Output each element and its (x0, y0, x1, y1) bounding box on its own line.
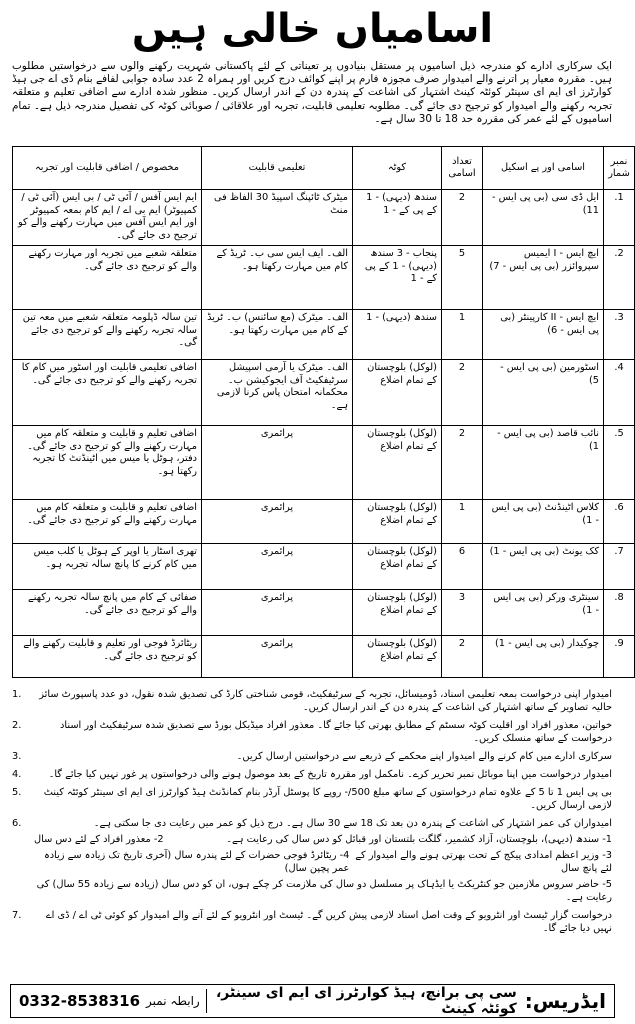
header-quota: کوٹہ (353, 147, 442, 190)
note-text: امیدوار درخواست میں اپنا موبائل نمبر تحریر کرے۔ نامکمل اور مقررہ تاریخ کے بعد موصول ہونے والی درخواستوں پر غور نہیں کیا جائے گا۔ (48, 769, 612, 780)
phone-label: رابطہ نمبر (146, 994, 200, 1008)
row-count: 2 (442, 360, 483, 426)
table-row (13, 246, 635, 310)
row-count: 5 (442, 246, 483, 310)
row-serial: 9. (604, 636, 635, 678)
row-serial: 1. (604, 190, 635, 246)
row-post: چوکیدار (بی پی ایس - 1) (483, 636, 604, 678)
note-number: 7. (12, 910, 22, 921)
row-experience: تھری اسٹار یا اوپر کے ہوٹل یا کلب میس میں کام کرنے کا پانچ سالہ تجربہ ہو۔ (13, 544, 202, 590)
table-row (13, 500, 635, 544)
address-text: سی پی برانچ، ہیڈ کوارٹرز ای ایم ای سینٹر، کوئٹہ کینٹ (215, 985, 517, 1017)
row-experience: متعلقہ شعبے میں تجربہ اور مہارت رکھنے والے کو ترجیح دی جائے گی۔ (13, 246, 202, 310)
vacancies-table (12, 146, 635, 678)
row-post: ایچ ایس - II کارپینٹر (بی پی ایس - 6) (483, 310, 604, 360)
row-post: ایل ڈی سی (بی پی ایس - 11) (483, 190, 604, 246)
row-experience: ریٹائرڈ فوجی اور تعلیم و قابلیت رکھنے والے کو ترجیح دی جائے گی۔ (13, 636, 202, 678)
list-item (12, 750, 612, 763)
row-serial: 5. (604, 426, 635, 500)
note-number: 6. (12, 818, 22, 829)
row-post: نائب قاصد (بی پی ایس - 1) (483, 426, 604, 500)
header-qualification: تعلیمی قابلیت (202, 147, 353, 190)
address-footer (10, 984, 615, 1018)
row-quota: (لوکل) بلوچستان کے تمام اضلاع (353, 426, 442, 500)
note-text: امیدواران کی عمر اشتہار کی اشاعت کے پندرہ دن بعد تک 18 سے 30 سال ہے۔ درج ذیل کو عمر میں رعایت دی جا سکتی ہے۔ (93, 818, 612, 829)
row-qualification: میٹرک ٹائپنگ اسپیڈ 30 الفاظ فی منٹ (202, 190, 353, 246)
row-post: کک یونٹ (بی پی ایس - 1) (483, 544, 604, 590)
note-text: بی پی ایس 1 تا 5 کے علاوہ تمام درخواستوں کے ساتھ مبلغ 500/- روپے کا پوسٹل آرڈر بنام کمانڈنٹ ہیڈ کوارٹرز ای ایم ای سینٹر کوئٹہ کینٹ لازمی ارسال کریں۔ (43, 787, 612, 811)
row-experience: اضافی تعلیم و قابلیت و متعلقہ کام میں مہارت رکھنے والے کو ترجیح دی جائے گی۔ دفتر، ہوٹل یا میس میں اٹینڈنٹ کا تجربہ رکھتا ہو۔ (13, 426, 202, 500)
note-number: 3. (12, 751, 22, 762)
table-row (13, 360, 635, 426)
row-qualification: الف۔ میٹرک یا آرمی اسپیشل سرٹیفکیٹ آف ایجوکیشن ب۔ محکمانہ امتحان پاس کرنا لازمی ہے۔ (202, 360, 353, 426)
age-relaxation-item: 3- وزیر اعظم امدادی پیکج کے تحت بھرتی ہونے والے امیدوار کے لئے پانچ سال (355, 850, 612, 874)
row-qualification: پرائمری (202, 500, 353, 544)
age-relaxation-row (34, 833, 612, 846)
note-number: 4. (12, 769, 22, 780)
row-qualification: پرائمری (202, 636, 353, 678)
row-quota: سندھ (دیہی) - 1 کے پی کے - 1 (353, 190, 442, 246)
row-quota: (لوکل) بلوچستان کے تمام اضلاع (353, 500, 442, 544)
row-experience: اضافی تعلیم و قابلیت و متعلقہ کام میں مہارت رکھنے والے کو ترجیح دی جائے گی۔ (13, 500, 202, 544)
row-serial: 8. (604, 590, 635, 636)
table-header-row (13, 147, 635, 190)
row-experience: صفائی کے کام میں پانچ سالہ تجربہ رکھنے والے کو ترجیح دی جائے گی۔ (13, 590, 202, 636)
row-serial: 3. (604, 310, 635, 360)
row-experience: تین سالہ ڈپلومہ متعلقہ شعبے میں معہ تین سالہ تجربہ رکھنے والے کو ترجیح دی جائے گی۔ (13, 310, 202, 360)
list-item (12, 817, 612, 904)
row-qualification: الف۔ ایف ایس سی ب۔ ٹریڈ کے کام میں مہارت رکھتا ہو۔ (202, 246, 353, 310)
address-label: ایڈریس: (524, 989, 606, 1013)
row-serial: 2. (604, 246, 635, 310)
row-experience: اضافی تعلیمی قابلیت اور اسٹور میں کام کا تجربہ رکھنے والے کو ترجیح دی جائے گی۔ (13, 360, 202, 426)
row-serial: 7. (604, 544, 635, 590)
age-relaxation-row (34, 878, 612, 904)
row-experience: ایم ایس آفس / آئی ٹی / بی ایس (آئی ٹی / کمپیوٹر) ایم بی اے / ایم کام بمعہ کمپیوٹر اور ایم ایس آفس میں مہارت رکھنے والے کو ترجیح دی جائے گی۔ (13, 190, 202, 246)
row-count: 2 (442, 426, 483, 500)
row-qualification: پرائمری (202, 590, 353, 636)
row-count: 2 (442, 190, 483, 246)
row-post: سینٹری ورکر (بی پی ایس - 1) (483, 590, 604, 636)
age-relaxation-item: 5- حاضر سروس ملازمین جو کنٹریکٹ یا ایڈہاک پر مسلسل دو سال کی ملازمت کر چکے ہوں، ان کو دس سال (زیادہ سے زیادہ 55 سال) کی رعایت ہے۔ (36, 879, 612, 903)
age-relaxation-item: 1- سندھ (دیہی)، بلوچستان، آزاد کشمیر، گلگت بلتستان اور قبائل کو دس سال کی رعایت ہے۔ (226, 834, 612, 845)
note-text: خواتین، معذور افراد اور اقلیت کوٹہ سسٹم کے مطابق بھرتی کیا جائے گا۔ معذور افراد میڈیکل بورڈ سے تصدیق شدہ سرٹیفکیٹ اور اسناد درخواست کے ساتھ منسلک کریں۔ (60, 720, 612, 744)
list-item (12, 909, 612, 935)
note-text: امیدوار اپنی درخواست بمعہ تعلیمی اسناد، ڈومیسائل، تجربہ کے سرٹیفکیٹ، قومی شناختی کارڈ کی تصدیق شدہ نقول، دو عدد پاسپورٹ سائز حالیہ تصاویر کے ساتھ اشتہار کی اشاعت کے پندرہ دن کے اندر ارسال کریں۔ (39, 689, 612, 713)
row-post: کلاس اٹینڈنٹ (بی پی ایس - 1) (483, 500, 604, 544)
row-qualification: الف۔ میٹرک (مع سائنس) ب۔ ٹریڈ کے کام میں مہارت رکھتا ہو۔ (202, 310, 353, 360)
row-quota: (لوکل) بلوچستان کے تمام اضلاع (353, 590, 442, 636)
row-quota: پنجاب - 3 سندھ (دیہی) - 1 کے پی کے - 1 (353, 246, 442, 310)
age-relaxation-row (34, 849, 612, 875)
row-serial: 6. (604, 500, 635, 544)
table-row (13, 310, 635, 360)
list-item (12, 688, 612, 714)
header-serial: نمبر شمار (604, 147, 635, 190)
note-text: سرکاری ادارے میں کام کرنے والے امیدوار اپنے محکمے کے ذریعے سے درخواستیں ارسال کریں۔ (236, 751, 612, 762)
note-number: 1. (12, 689, 22, 700)
row-quota: (لوکل) بلوچستان کے تمام اضلاع (353, 544, 442, 590)
intro-paragraph: ایک سرکاری ادارے کو مندرجہ ذیل اسامیوں پر مستقل بنیادوں پر تعیناتی کے لئے پاکستانی شہریت رکھنے والوں سے درخواستیں مطلوب ہیں۔ مقررہ معیار پر اترنے والے امیدوار صرف مجوزہ فارم پر اپنے کوائف درج کریں اور ہمراہ 2 عدد سادہ جوابی لفافے بنام ڈی اے جی ہیڈ کوارٹرز ای ایم ای سینٹر کوئٹہ کینٹ اشتہار کی اشاعت کے پندرہ دن کے اندر ارسال کریں۔ منظور شدہ ادارے سے اضافی تعلیم و متعلقہ تجربہ رکھنے والے امیدوار کو ترجیح دی جائے گی۔ مطلوبہ تعلیمی قابلیت، تجربہ اور علاقائی / صوبائی کوٹہ کی تفصیل مندرجہ ذیل ہے۔ تمام اسامیوں کے لئے عمر کی مقررہ حد 18 تا 30 سال ہے۔ (12, 60, 613, 125)
row-count: 1 (442, 500, 483, 544)
footer-divider (206, 989, 207, 1013)
page-title: اسامیاں خالی ہیں (131, 6, 494, 52)
row-qualification: پرائمری (202, 544, 353, 590)
age-relaxation-item: 2- معذور افراد کے لئے دس سال (34, 834, 164, 845)
table-row (13, 590, 635, 636)
instructions-list (12, 688, 612, 940)
age-relaxation-item: 4- ریٹائرڈ فوجی حضرات کے لئے پندرہ سال (آخری تاریخ تک زیادہ سے زیادہ عمر پچپن سال) (43, 850, 350, 874)
note-number: 5. (12, 787, 22, 798)
header-post: اسامی اور پے اسکیل (483, 147, 604, 190)
table-row (13, 190, 635, 246)
row-qualification: پرائمری (202, 426, 353, 500)
phone-number: 0332-8538316 (19, 992, 141, 1010)
row-quota: (لوکل) بلوچستان کے تمام اضلاع (353, 360, 442, 426)
row-count: 6 (442, 544, 483, 590)
row-count: 3 (442, 590, 483, 636)
table-row (13, 544, 635, 590)
list-item (12, 786, 612, 812)
note-text: درخواست گزار ٹیسٹ اور انٹرویو کے وقت اصل اسناد لازمی پیش کریں گے۔ ٹیسٹ اور انٹرویو کے لئے آنے والے امیدوار کو کوئی ٹی اے / ڈی اے نہیں دیا جائے گا۔ (45, 910, 612, 934)
row-quota: سندھ (دیہی) - 1 (353, 310, 442, 360)
list-item (12, 719, 612, 745)
header-experience: مخصوص / اضافی قابلیت اور تجربہ (13, 147, 202, 190)
row-quota: (لوکل) بلوچستان کے تمام اضلاع (353, 636, 442, 678)
table-row (13, 426, 635, 500)
row-post: اسٹورمین (بی پی ایس - 5) (483, 360, 604, 426)
list-item (12, 768, 612, 781)
row-serial: 4. (604, 360, 635, 426)
header-count: تعداد اسامی (442, 147, 483, 190)
row-count: 2 (442, 636, 483, 678)
table-row (13, 636, 635, 678)
note-number: 2. (12, 720, 22, 731)
row-count: 1 (442, 310, 483, 360)
row-post: ایچ ایس - I ایمیس سپروائزر (بی پی ایس - 7) (483, 246, 604, 310)
